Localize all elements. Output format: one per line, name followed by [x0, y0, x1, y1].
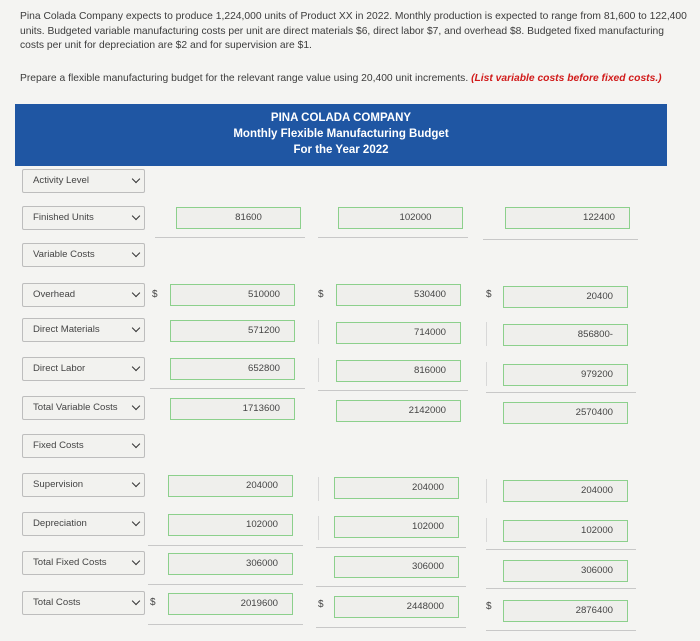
total-fixed-costs-input-col3[interactable]: 306000 [503, 560, 628, 582]
row-label: Variable Costs [33, 249, 95, 260]
row-label: Total Costs [33, 597, 81, 608]
currency-symbol: $ [150, 597, 156, 608]
row-label-select-total-variable-costs[interactable] [22, 396, 145, 420]
finished-units-input-col3[interactable]: 122400 [505, 207, 630, 229]
chevron-down-icon [132, 402, 140, 410]
currency-symbol: $ [152, 289, 158, 300]
depreciation-input-col1[interactable]: 102000 [168, 514, 293, 536]
finished-units-input-col1[interactable]: 81600 [176, 207, 301, 229]
row-label: Supervision [33, 479, 84, 490]
underline [318, 237, 468, 238]
divider [318, 358, 319, 382]
underline [318, 390, 468, 391]
chevron-down-icon [132, 324, 140, 332]
row-label: Activity Level [33, 175, 89, 186]
supervision-input-col3[interactable]: 204000 [503, 480, 628, 502]
currency-symbol: $ [486, 601, 492, 612]
chevron-down-icon [132, 518, 140, 526]
row-label-select-direct-materials[interactable] [22, 318, 145, 342]
row-label-select-fixed-costs[interactable] [22, 434, 145, 458]
underline [316, 547, 466, 548]
total-fixed-costs-input-col2[interactable]: 306000 [334, 556, 459, 578]
row-label: Direct Labor [33, 363, 86, 374]
chevron-down-icon [132, 175, 140, 183]
row-label-select-total-fixed-costs[interactable] [22, 551, 145, 575]
underline [486, 549, 636, 550]
row-label-select-depreciation[interactable] [22, 512, 145, 536]
problem-text: Pina Colada Company expects to produce 1,224,000 units of Product XX in 2022. Monthly production is expected to range from 81,600 to 122,400 units. Budgeted variable manufacturing costs per unit are direct materials $6, direct labor $7, and overhead $8. Budgeted fixed manufacturing costs per unit for depreciation are $2 and for supervision are $1. [20, 11, 687, 51]
direct-materials-input-col3[interactable]: 856800- [503, 324, 628, 346]
underline [148, 624, 303, 625]
total-costs-input-col3[interactable]: 2876400 [503, 600, 628, 622]
budget-header [15, 104, 667, 166]
currency-symbol: $ [318, 289, 324, 300]
underline [316, 627, 466, 628]
divider [318, 477, 319, 501]
row-label: Finished Units [33, 212, 94, 223]
divider [318, 320, 319, 344]
total-variable-costs-input-col2[interactable]: 2142000 [336, 400, 461, 422]
row-label-select-overhead[interactable] [22, 283, 145, 307]
currency-symbol: $ [318, 599, 324, 610]
row-label: Overhead [33, 289, 76, 300]
chevron-down-icon [132, 249, 140, 257]
company-name: PINA COLADA COMPANY [270, 112, 412, 124]
underline [483, 239, 638, 240]
divider [486, 479, 487, 503]
underline [148, 584, 303, 585]
underline [486, 392, 636, 393]
depreciation-input-col3[interactable]: 102000 [503, 520, 628, 542]
underline [150, 388, 305, 389]
row-label-select-direct-labor[interactable] [22, 357, 145, 381]
chevron-down-icon [132, 440, 140, 448]
underline [486, 630, 636, 631]
chevron-down-icon [132, 363, 140, 371]
direct-labor-input-col2[interactable]: 816000 [336, 360, 461, 382]
overhead-input-col3[interactable]: 20400 [503, 286, 628, 308]
underline [155, 237, 305, 238]
instruction-line [20, 73, 690, 84]
direct-labor-input-col3[interactable]: 979200 [503, 364, 628, 386]
direct-labor-input-col1[interactable]: 652800 [170, 358, 295, 380]
currency-symbol: $ [486, 289, 492, 300]
overhead-input-col2[interactable]: 530400 [336, 284, 461, 306]
divider [318, 516, 319, 540]
chevron-down-icon [132, 557, 140, 565]
row-label: Depreciation [33, 518, 87, 529]
supervision-input-col2[interactable]: 204000 [334, 477, 459, 499]
row-label-select-finished-units[interactable] [22, 206, 145, 230]
underline [486, 588, 636, 589]
supervision-input-col1[interactable]: 204000 [168, 475, 293, 497]
row-label-select-total-costs[interactable] [22, 591, 145, 615]
direct-materials-input-col1[interactable]: 571200 [170, 320, 295, 342]
budget-period: For the Year 2022 [293, 144, 389, 156]
row-label-select-supervision[interactable] [22, 473, 145, 497]
row-label-select-activity-level[interactable] [22, 169, 145, 193]
total-costs-input-col2[interactable]: 2448000 [334, 596, 459, 618]
divider [486, 322, 487, 346]
total-variable-costs-input-col1[interactable]: 1713600 [170, 398, 295, 420]
row-label: Total Fixed Costs [33, 557, 107, 568]
divider [486, 362, 487, 386]
total-costs-input-col1[interactable]: 2019600 [168, 593, 293, 615]
chevron-down-icon [132, 479, 140, 487]
row-label: Total Variable Costs [33, 402, 118, 413]
underline [316, 586, 466, 587]
depreciation-input-col2[interactable]: 102000 [334, 516, 459, 538]
row-label: Direct Materials [33, 324, 100, 335]
direct-materials-input-col2[interactable]: 714000 [336, 322, 461, 344]
chevron-down-icon [132, 597, 140, 605]
budget-title: Monthly Flexible Manufacturing Budget [233, 128, 449, 140]
chevron-down-icon [132, 212, 140, 220]
instruction-text: Prepare a flexible manufacturing budget for the relevant range value using 20,400 unit increments. [20, 73, 472, 84]
divider [486, 518, 487, 542]
underline [148, 545, 303, 546]
instruction-note: (List variable costs before fixed costs.) [471, 73, 662, 84]
row-label: Fixed Costs [33, 440, 84, 451]
row-label-select-variable-costs[interactable] [22, 243, 145, 267]
total-fixed-costs-input-col1[interactable]: 306000 [168, 553, 293, 575]
finished-units-input-col2[interactable]: 102000 [338, 207, 463, 229]
chevron-down-icon [132, 289, 140, 297]
total-variable-costs-input-col3[interactable]: 2570400 [503, 402, 628, 424]
problem-statement [20, 10, 688, 54]
overhead-input-col1[interactable]: 510000 [170, 284, 295, 306]
